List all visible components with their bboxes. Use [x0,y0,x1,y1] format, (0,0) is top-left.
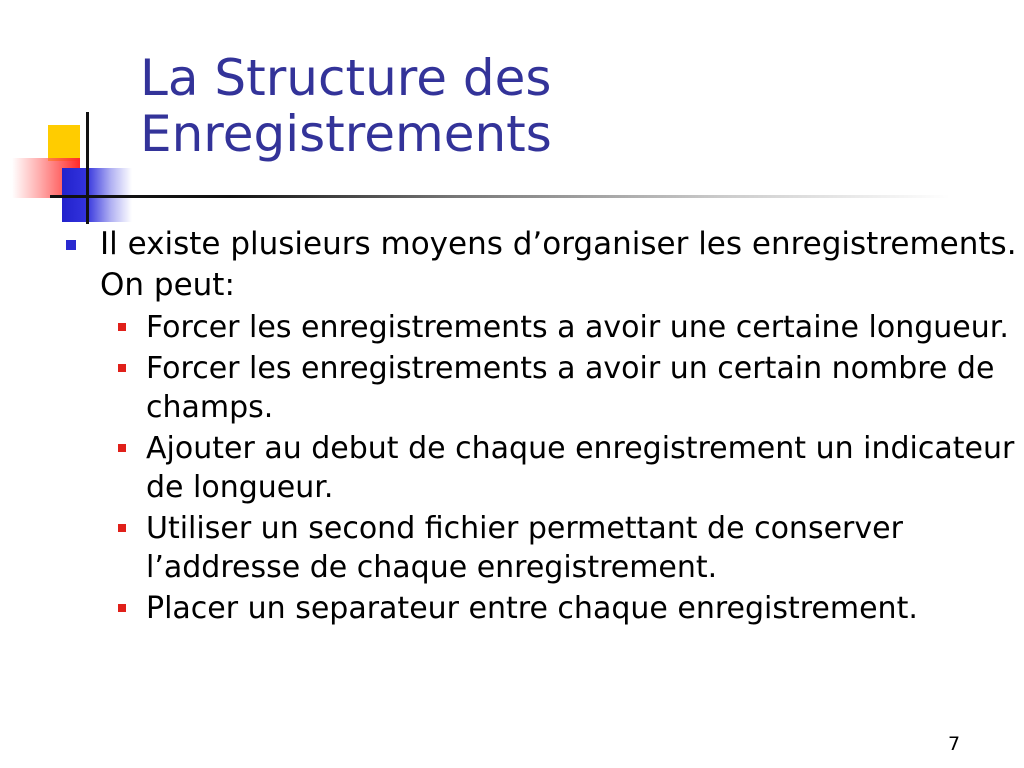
vertical-divider-line [86,112,89,224]
bullet-text: Il existe plusieurs moyens d’organiser les enregistrements. On peut: [100,226,1017,303]
sub-bullet-text: Forcer les enregistrements a avoir un certain nombre de champs. [146,351,995,425]
slide-title-line-1: La Structure des [140,49,552,107]
title-underline [50,195,950,198]
sub-bullet-text: Forcer les enregistrements a avoir une certaine longueur. [146,310,1009,345]
sub-bullet-text: Ajouter au debut de chaque enregistrement un indicateur de longueur. [146,431,1015,505]
square-bullet-icon [118,364,126,372]
sub-bullet-item [60,589,1020,628]
slide-title-line-2: Enregistrements [140,105,552,163]
square-bullet-icon [66,240,76,250]
sub-bullet-text: Placer un separateur entre chaque enregistrement. [146,591,918,626]
bullet-list [60,224,1020,628]
sub-bullet-item [60,349,1020,427]
sub-bullet-text: Utiliser un second fichier permettant de conserver l’addresse de chaque enregistrement. [146,511,903,585]
square-bullet-icon [118,524,126,532]
square-bullet-icon [118,604,126,612]
square-bullet-icon [118,444,126,452]
sub-bullet-item [60,308,1020,347]
bullet-item [60,224,1020,306]
sub-bullet-item [60,509,1020,587]
sub-bullet-item [60,429,1020,507]
page-number: 7 [948,733,961,755]
decorative-squares-logo [0,0,150,240]
slide-title [140,50,960,162]
yellow-square [48,125,80,161]
square-bullet-icon [118,323,126,331]
